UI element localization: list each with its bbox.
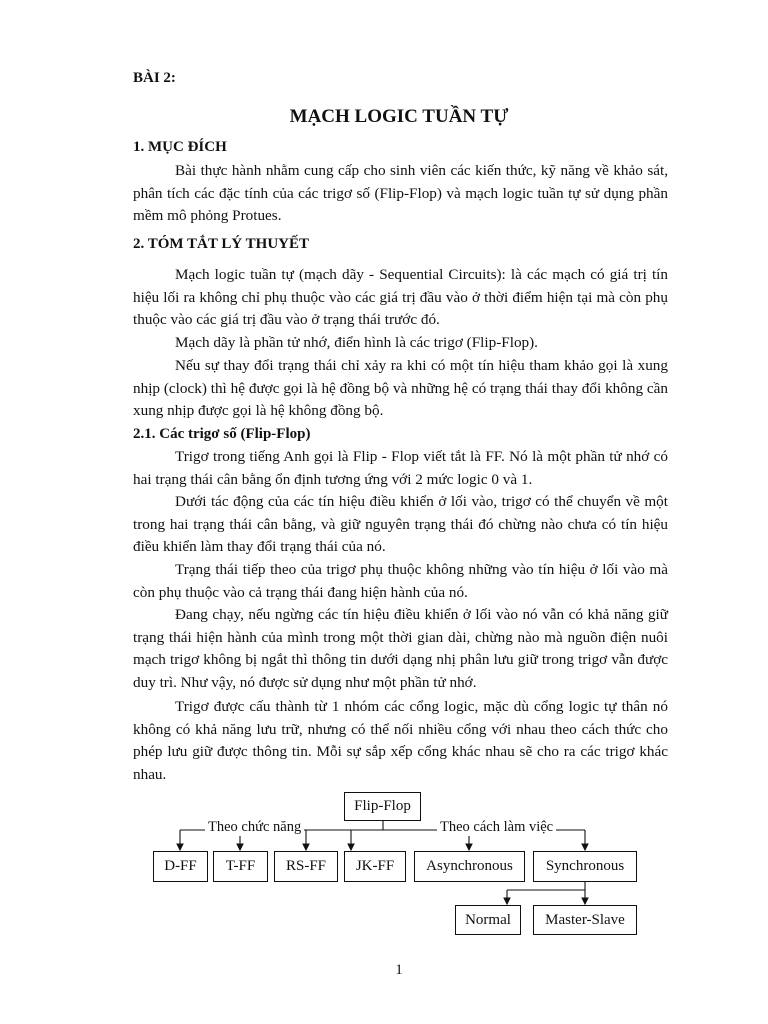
paragraph: Trigơ trong tiếng Anh gọi là Flip - Flop viết tắt là FF. Nó là một phần tử nhớ có hai trạng thái cân bằng ổn định tương ứng với 2 mức logic 0 và 1.: [133, 448, 668, 488]
paragraph: Trigơ được cấu thành từ 1 nhóm các cổng logic, mặc dù cổng logic tự thân nó không có khả năng lưu trữ, nhưng có thể nối nhiều cổng với nhau theo cách thức cho phép lưu giữ được thông tin. Mỗi sự sắp xếp cổng khác nhau sẽ cho ra các trigơ khác nhau.: [133, 698, 668, 784]
paragraph: Đang chạy, nếu ngừng các tín hiệu điều khiển ở lối vào nó vẫn có khả năng giữ trạng thái hiện hành của mình trong một thời gian dài, chừng nào mà nguồn điện nuôi mạch trigơ không bị ngắt thì thông tin dưới dạng nhị phân lưu giữ trong trigơ vẫn được duy trì. Như vậy, nó được sử dụng như một phần tử nhớ.: [133, 606, 668, 692]
node-d-ff: D-FF: [153, 851, 208, 882]
page-title: MẠCH LOGIC TUẦN TỰ: [289, 106, 509, 127]
node-jk-ff: JK-FF: [344, 851, 406, 882]
node-asynchronous: Asynchronous: [414, 851, 525, 882]
root-node-flipflop: Flip-Flop: [344, 792, 421, 821]
node-synchronous: Synchronous: [533, 851, 637, 882]
paragraph: Trạng thái tiếp theo của trigơ phụ thuộc không những vào tín hiệu ở lối vào mà còn phụ thuộc vào cả trạng thái đang hiện hành của nó.: [133, 561, 668, 601]
node-rs-ff: RS-FF: [274, 851, 338, 882]
branch-label-by-operation: Theo cách làm việc: [437, 819, 556, 836]
paragraph: Mạch dãy là phần tử nhớ, điển hình là các trigơ (Flip-Flop).: [175, 334, 538, 351]
node-normal: Normal: [455, 905, 521, 935]
paragraph: Bài thực hành nhằm cung cấp cho sinh viên các kiến thức, kỹ năng về khảo sát, phân tích các đặc tính của các trigơ số (Flip-Flop) và mạch logic tuần tự sử dụng phần mềm mô phỏng Protues.: [133, 162, 668, 225]
paragraph: Dưới tác động của các tín hiệu điều khiển ở lối vào, trigơ có thể chuyển về một trong hai trạng thái cân bằng, và giữ nguyên trạng thái đó chừng nào chưa có tín hiệu điều khiển làm thay đổi trạng thái của nó.: [133, 493, 668, 556]
paragraph: Nếu sự thay đổi trạng thái chỉ xảy ra khi có một tín hiệu tham khảo gọi là xung nhịp (clock) thì hệ được gọi là hệ đồng bộ và những hệ có trạng thái thay đổi không cần xung nhịp được gọi là hệ không đồng bộ.: [133, 357, 668, 420]
node-t-ff: T-FF: [213, 851, 268, 882]
page-number: 1: [395, 962, 403, 978]
paragraph: Mạch logic tuần tự (mạch dãy - Sequential Circuits): là các mạch có giá trị tín hiệu lối ra không chỉ phụ thuộc vào các giá trị đầu vào ở thời điểm hiện tại mà còn phụ thuộc vào các giá trị đầu vào ở trạng thái trước đó.: [133, 266, 668, 329]
lesson-label: BÀI 2:: [133, 70, 176, 86]
node-master-slave: Master-Slave: [533, 905, 637, 935]
section-heading-purpose: 1. MỤC ĐÍCH: [133, 139, 227, 155]
section-heading-theory: 2. TÓM TẮT LÝ THUYẾT: [133, 236, 310, 252]
section-heading-flipflop: 2.1. Các trigơ số (Flip-Flop): [133, 426, 311, 442]
branch-label-by-function: Theo chức năng: [205, 819, 304, 836]
